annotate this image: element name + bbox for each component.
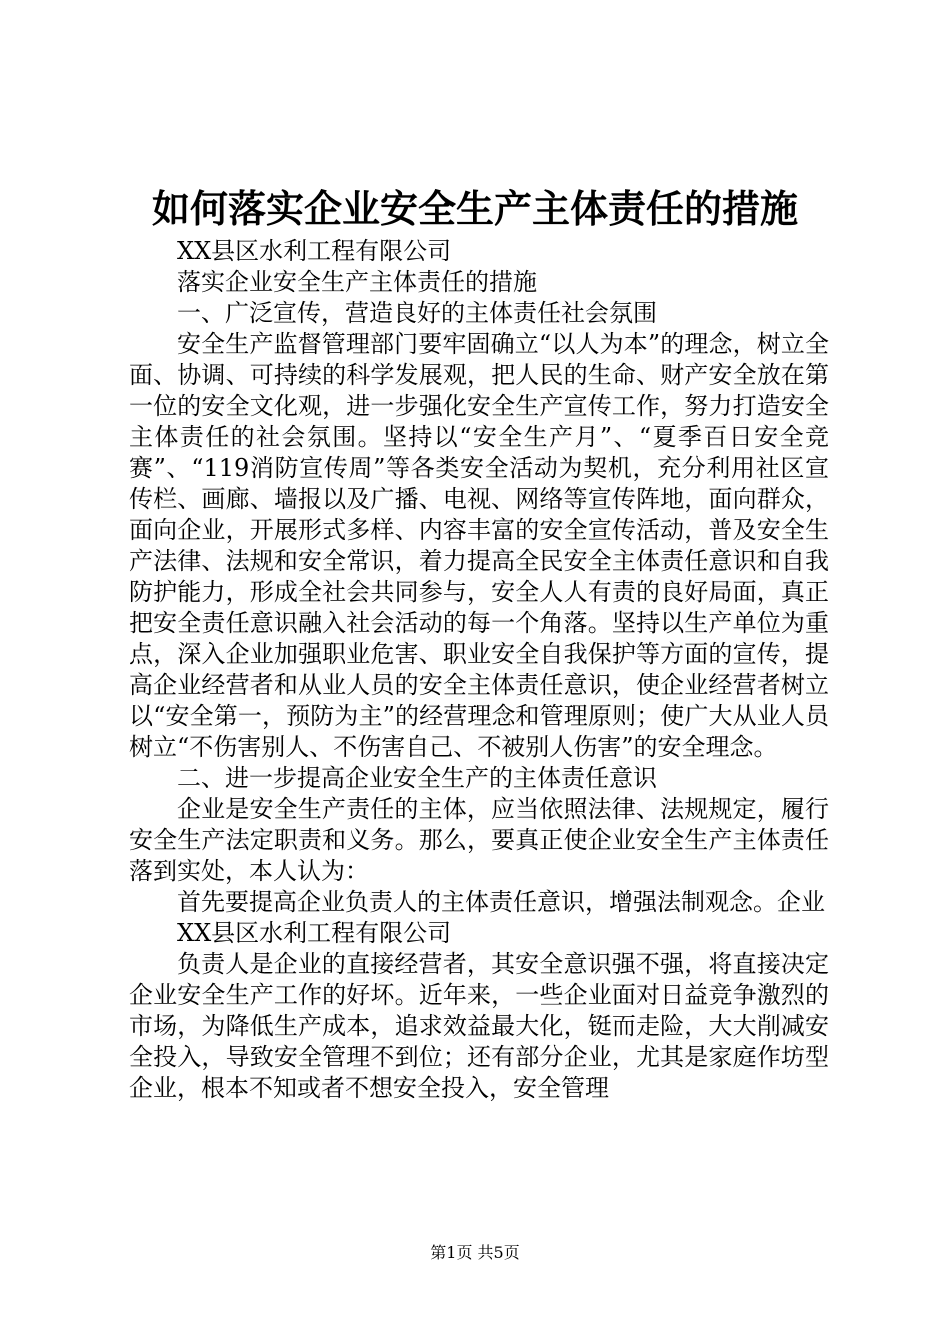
company-name-line: XX县区水利工程有限公司	[177, 237, 452, 265]
section-heading-2: 二、进一步提高企业安全生产的主体责任意识	[177, 764, 657, 792]
company-name-line: XX县区水利工程有限公司	[177, 919, 452, 947]
body-paragraph: 首先要提高企业负责人的主体责任意识，增强法制观念。企业	[177, 888, 825, 916]
document-title: 如何落实企业安全生产主体责任的措施	[151, 186, 798, 231]
body-paragraph: 负责人是企业的直接经营者，其安全意识强不强，将直接决定企业安全生产工作的好坏。近年来，一些企业面对日益竞争激烈的市场，为降低生产成本，追求效益最大化，铤而走险，大大削减安全投入，导致安全管理不到位；还有部分企业，尤其是家庭作坊型企业，根本不知或者不想安全投入，安全管理	[129, 950, 829, 1102]
body-paragraph: 安全生产监督管理部门要牢固确立“以人为本”的理念，树立全面、协调、可持续的科学发展观，把人民的生命、财产安全放在第一位的安全文化观，进一步强化安全生产宣传工作，努力打造安全主体责任的社会氛围。坚持以“安全生产月”、“夏季百日安全竞赛”、“119消防宣传周”等各类安全活动为契机，充分利用社区宣传栏、画廊、墙报以及广播、电视、网络等宣传阵地，面向群众，面向企业，开展形式多样、内容丰富的安全宣传活动，普及安全生产法律、法规和安全常识，着力提高全民安全主体责任意识和自我防护能力，形成全社会共同参与，安全人人有责的良好局面，真正把安全责任意识融入社会活动的每一个角落。坚持以生产单位为重点，深入企业加强职业危害、职业安全自我保护等方面的宣传，提高企业经营者和从业人员的安全主体责任意识，使企业经营者树立以“安全第一，预防为主”的经营理念和管理原则；使广大从业人员树立“不伤害别人、不伤害自己、不被别人伤害”的安全理念。	[129, 330, 829, 761]
document-body	[129, 236, 829, 1104]
page-number-footer: 第1页 共5页	[430, 1243, 520, 1262]
body-paragraph: 企业是安全生产责任的主体，应当依照法律、法规规定，履行安全生产法定职责和义务。那么，要真正使企业安全生产主体责任落到实处，本人认为：	[129, 795, 829, 885]
subtitle-line: 落实企业安全生产主体责任的措施	[177, 268, 537, 296]
section-heading-1: 一、广泛宣传，营造良好的主体责任社会氛围	[177, 299, 657, 327]
